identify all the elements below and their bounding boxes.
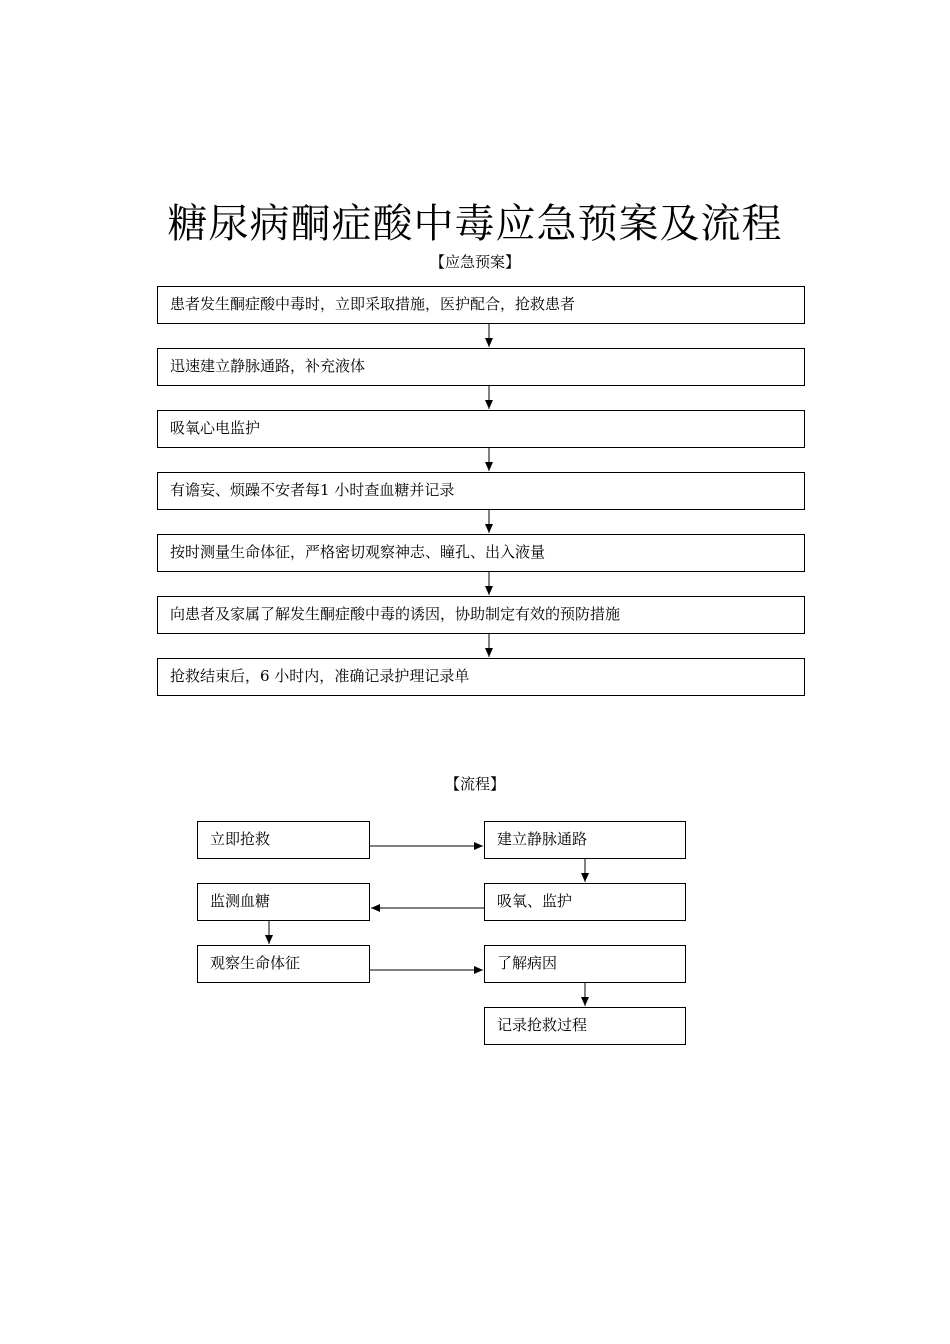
plan-step-4: 有谵妄、烦躁不安者每1 小时查血糖并记录 — [157, 472, 805, 510]
plan-heading: 【应急预案】 — [429, 253, 520, 271]
flow-step-record: 记录抢救过程 — [484, 1007, 686, 1045]
plan-step-5: 按时测量生命体征，严格密切观察神志、瞳孔、出入液量 — [157, 534, 805, 572]
page-title: 糖尿病酮症酸中毒应急预案及流程 — [167, 201, 783, 247]
flow-step-glucose-monitor: 监测血糖 — [197, 883, 370, 921]
plan-step-3: 吸氧心电监护 — [157, 410, 805, 448]
flow-step-oxygen-monitor: 吸氧、监护 — [484, 883, 686, 921]
plan-step-6: 向患者及家属了解发生酮症酸中毒的诱因，协助制定有效的预防措施 — [157, 596, 805, 634]
plan-step-1: 患者发生酮症酸中毒时，立即采取措施，医护配合，抢救患者 — [157, 286, 805, 324]
flow-step-vital-signs: 观察生命体征 — [197, 945, 370, 983]
plan-step-2: 迅速建立静脉通路，补充液体 — [157, 348, 805, 386]
plan-step-7: 抢救结束后，6 小时内，准确记录护理记录单 — [157, 658, 805, 696]
flow-heading: 【流程】 — [444, 775, 505, 793]
flow-step-iv-access: 建立静脉通路 — [484, 821, 686, 859]
flow-step-rescue: 立即抢救 — [197, 821, 370, 859]
flow-step-cause: 了解病因 — [484, 945, 686, 983]
